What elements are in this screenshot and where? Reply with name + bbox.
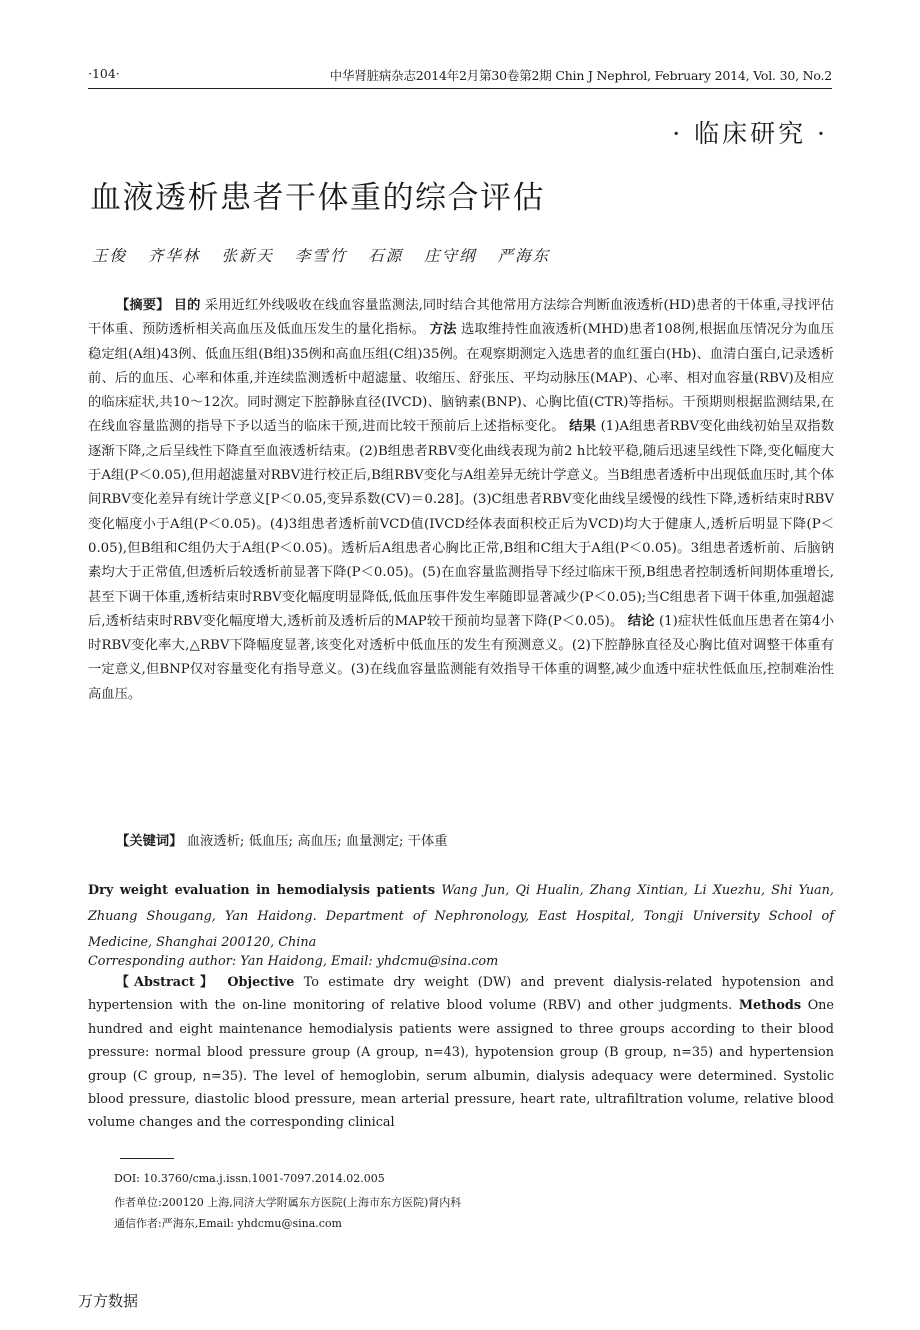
english-title-block [88, 878, 834, 956]
english-corresponding: Corresponding author: Yan Haidong, Email: yhdcmu@sina.com [88, 954, 499, 969]
english-methods-text: One hundred and eight maintenance hemodialysis patients were assigned to three groups according to their blood pressure: normal blood pressure group (A group, n=43), hypotension group (B group, n=35) and hypertension group (C group, n=35). The level of hemoglobin, serum albumin, dialysis adequacy were determined. Systolic blood pressure, diastolic blood pressure, mean arterial pressure, heart rate, ultrafiltration volume, relative blood volume changes and the corresponding clinical [88, 998, 834, 1131]
english-title: Dry weight evaluation in hemodialysis patients [88, 883, 436, 898]
keywords-label: 【关键词】 [116, 834, 183, 849]
conclusion-label: 结论 [627, 613, 655, 629]
english-authors-affiliation: Wang Jun, Qi Hualin, Zhang Xintian, Li Xuezhu, Shi Yuan, Zhuang Shougang, Yan Haidong. Department of Nephronology, East Hospital, Tongji University School of Medicine, Shanghai 200120, China [88, 883, 834, 950]
header-rule [88, 88, 832, 89]
footnote-corresponding: 通信作者:严海东,Email: yhdcmu@sina.com [114, 1217, 342, 1230]
methods-label: 方法 [429, 322, 457, 338]
english-objective-label: Objective [227, 975, 295, 990]
english-objective-text: To estimate dry weight (DW) and prevent dialysis-related hypotension and hypertension with the on-line monitoring of relative blood volume (RBV) and other judgments. [88, 975, 834, 1014]
english-abstract [88, 971, 834, 1135]
objective-label: 目的 [173, 298, 201, 313]
conclusion-text: (1)症状性低血压患者在第4小时RBV变化率大,△RBV下降幅度显著,该变化对透析中低血压的发生有预测意义。(2)下腔静脉直径及心胸比值对调整干体重有一定意义,但BNP仅对容量变化有指导意义。(3)在线血容量监测能有效指导干体重的调整,减少血透中症状性低血压,控制难治性高血压。 [88, 613, 835, 702]
footnote-rule [120, 1158, 174, 1159]
keywords-text: 血液透析; 低血压; 高血压; 血量测定; 干体重 [186, 834, 448, 849]
chinese-keywords [88, 830, 834, 849]
section-label: · 临床研究 · [672, 119, 828, 148]
watermark: 万方数据 [78, 1292, 139, 1310]
page-number: ·104· [88, 66, 120, 81]
results-label: 结果 [569, 419, 597, 435]
english-methods-label: Methods [738, 998, 802, 1014]
abstract-label: 【摘要】 [116, 298, 170, 313]
objective-text: 采用近红外线吸收在线血容量监测法,同时结合其他常用方法综合判断血液透析(HD)患者的干体重,寻找评估干体重、预防透析相关高血压及低血压发生的量化指标。 [88, 298, 835, 338]
article-title: 血液透析患者干体重的综合评估 [90, 180, 545, 216]
author-list: 王俊 齐华林 张新天 李雪竹 石源 庄守纲 严海东 [92, 247, 551, 265]
methods-text: 选取维持性血液透析(MHD)患者108例,根据血压情况分为血压稳定组(A组)43例、低血压组(B组)35例和高血压组(C组)35例。在观察期测定入选患者的血红蛋白(Hb)、血清白蛋白,记录透析前、后的血压、心率和体重,并连续监测透析中超滤量、收缩压、舒张压、平均动脉压(MAP)、心率、相对血容量(RBV)及相应的临床症状,共10～12次。同时测定下腔静脉直径(IVCD)、脑钠素(BNP)、心胸比值(CTR)等指标。干预期则根据监测结果,在在线血容量监测的指导下予以适当的临床干预,进而比较干预前后上述指标变化。 [88, 322, 835, 435]
chinese-abstract [88, 294, 834, 707]
journal-citation: 中华肾脏病杂志2014年2月第30卷第2期 Chin J Nephrol, February 2014, Vol. 30, No.2 [329, 68, 832, 83]
footnote-affiliation: 作者单位:200120 上海,同济大学附属东方医院(上海市东方医院)肾内科 [114, 1196, 462, 1209]
english-abstract-label: 【Abstract】 [116, 975, 219, 990]
footnote-doi: DOI: 10.3760/cma.j.issn.1001-7097.2014.02.005 [114, 1172, 385, 1185]
running-header [88, 64, 832, 86]
results-text: (1)A组患者RBV变化曲线初始呈双指数逐渐下降,之后呈线性下降直至血液透析结束。(2)B组患者RBV变化曲线表现为前2 h比较平稳,随后迅速呈线性下降,变化幅度大于A组(P＜0.05),但用超滤量对RBV进行校正后,B组RBV变化与A组差异无统计学意义。当B组患者透析中出现低血压时,其个体间RBV变化差异有统计学意义[P＜0.05,变异系数(CV)＝0.28]。(3)C组患者RBV变化曲线呈缓慢的线性下降,透析结束时RBV变化幅度小于A组(P＜0.05)。(4)3组患者透析前VCD值(IVCD经体表面积校正后为VCD)均大于健康人,透析后明显下降(P＜0.05),但B组和C组仍大于A组(P＜0.05)。透析后A组患者心胸比正常,B组和C组大于A组(P＜0.05)。3组患者透析前、后脑钠素均大于正常值,但透析后较透析前显著下降(P＜0.05)。(5)在血容量监测指导下经过临床干预,B组患者控制透析间期体重增长,甚至下调干体重,透析结束时RBV变化幅度明显降低,低血压事件发生率随即显著减少(P＜0.05);当C组患者下调干体重,加强超滤后,透析结束时RBV变化幅度增大,透析前及透析后的MAP较干预前均显著下降(P＜0.05)。 [88, 419, 835, 629]
